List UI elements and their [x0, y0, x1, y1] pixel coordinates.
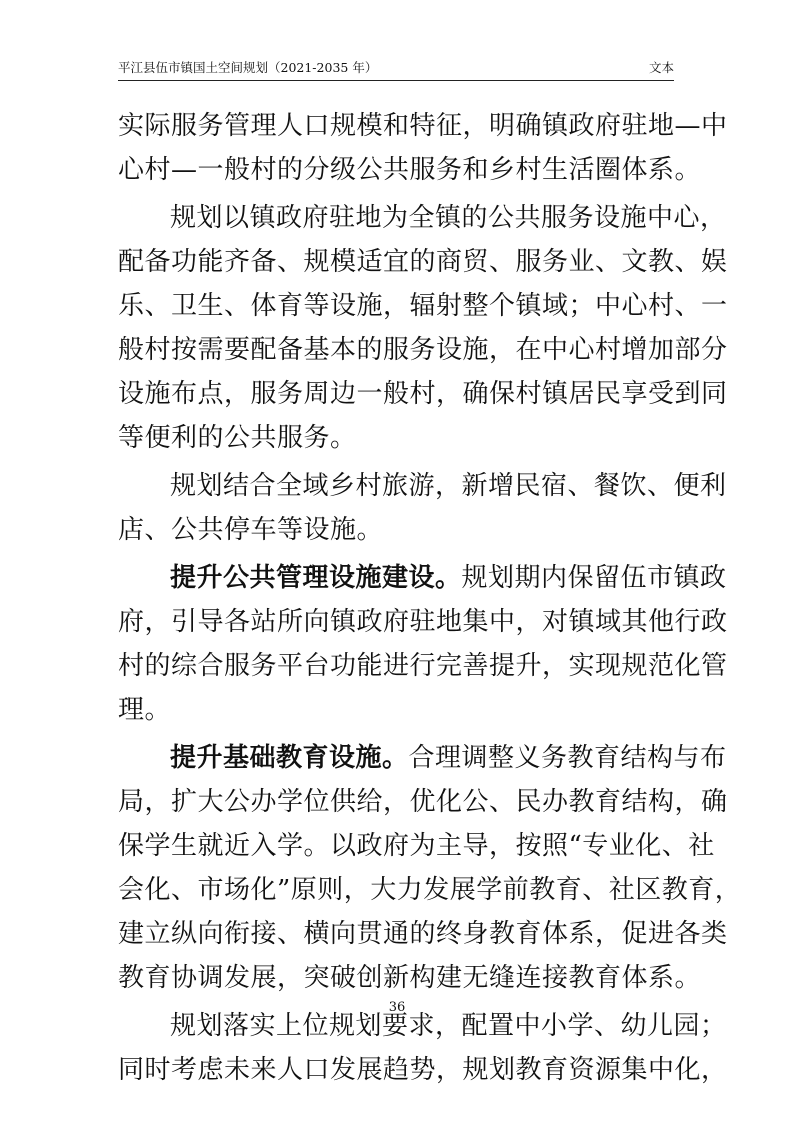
- text-line: 府，引导各站所向镇政府驻地集中，对镇域其他行政: [118, 607, 728, 637]
- text-run: 合理调整义务教育结构与布: [408, 743, 727, 773]
- text-line: [118, 736, 727, 780]
- text-line: 建立纵向衔接、横向贯通的终身教育体系，促进各类: [118, 919, 728, 949]
- text-line: 等便利的公共服务。: [118, 423, 357, 453]
- text-line: 教育协调发展，突破创新构建无缝连接教育体系。: [118, 963, 702, 993]
- text-line: 设施布点，服务周边一般村，确保村镇居民享受到同: [118, 379, 728, 409]
- text-line: 保学生就近入学。以政府为主导，按照“专业化、社: [118, 831, 715, 861]
- text-run: 规划期内保留伍市镇政: [461, 563, 727, 593]
- text-line: 规划落实上位规划要求，配置中小学、幼儿园；: [170, 1011, 727, 1041]
- text-line: 实际服务管理人口规模和特征，明确镇政府驻地—中: [118, 111, 728, 141]
- body-text: [118, 104, 742, 1092]
- text-line: 乐、卫生、体育等设施，辐射整个镇域；中心村、一: [118, 291, 728, 321]
- text-line: [118, 556, 727, 600]
- text-line: 会化、市场化”原则，大力发展学前教育、社区教育，: [118, 875, 742, 905]
- text-line: 配备功能齐备、规模适宜的商贸、服务业、文教、娱: [118, 247, 728, 277]
- section-heading: 提升基础教育设施。: [170, 743, 409, 773]
- document-type: 文本: [648, 60, 674, 75]
- section-heading: 提升公共管理设施建设。: [170, 563, 462, 593]
- page-number: 36: [388, 1000, 406, 1015]
- text-line: 般村按需要配备基本的服务设施，在中心村增加部分: [118, 335, 728, 365]
- text-line: 店、公共停车等设施。: [118, 515, 384, 545]
- text-line: 村的综合服务平台功能进行完善提升，实现规范化管: [118, 651, 728, 681]
- page-header: [118, 56, 674, 81]
- text-line: 同时考虑未来人口发展趋势，规划教育资源集中化，: [118, 1055, 728, 1085]
- text-line: 心村—一般村的分级公共服务和乡村生活圈体系。: [118, 155, 702, 185]
- text-line: 规划结合全域乡村旅游，新增民宿、餐饮、便利: [170, 471, 727, 501]
- text-line: 局，扩大公办学位供给，优化公、民办教育结构，确: [118, 787, 728, 817]
- text-line: 规划以镇政府驻地为全镇的公共服务设施中心，: [170, 203, 727, 233]
- document-title: 平江县伍市镇国土空间规划（2021-2035 年）: [118, 60, 378, 75]
- text-line: 理。: [118, 695, 172, 725]
